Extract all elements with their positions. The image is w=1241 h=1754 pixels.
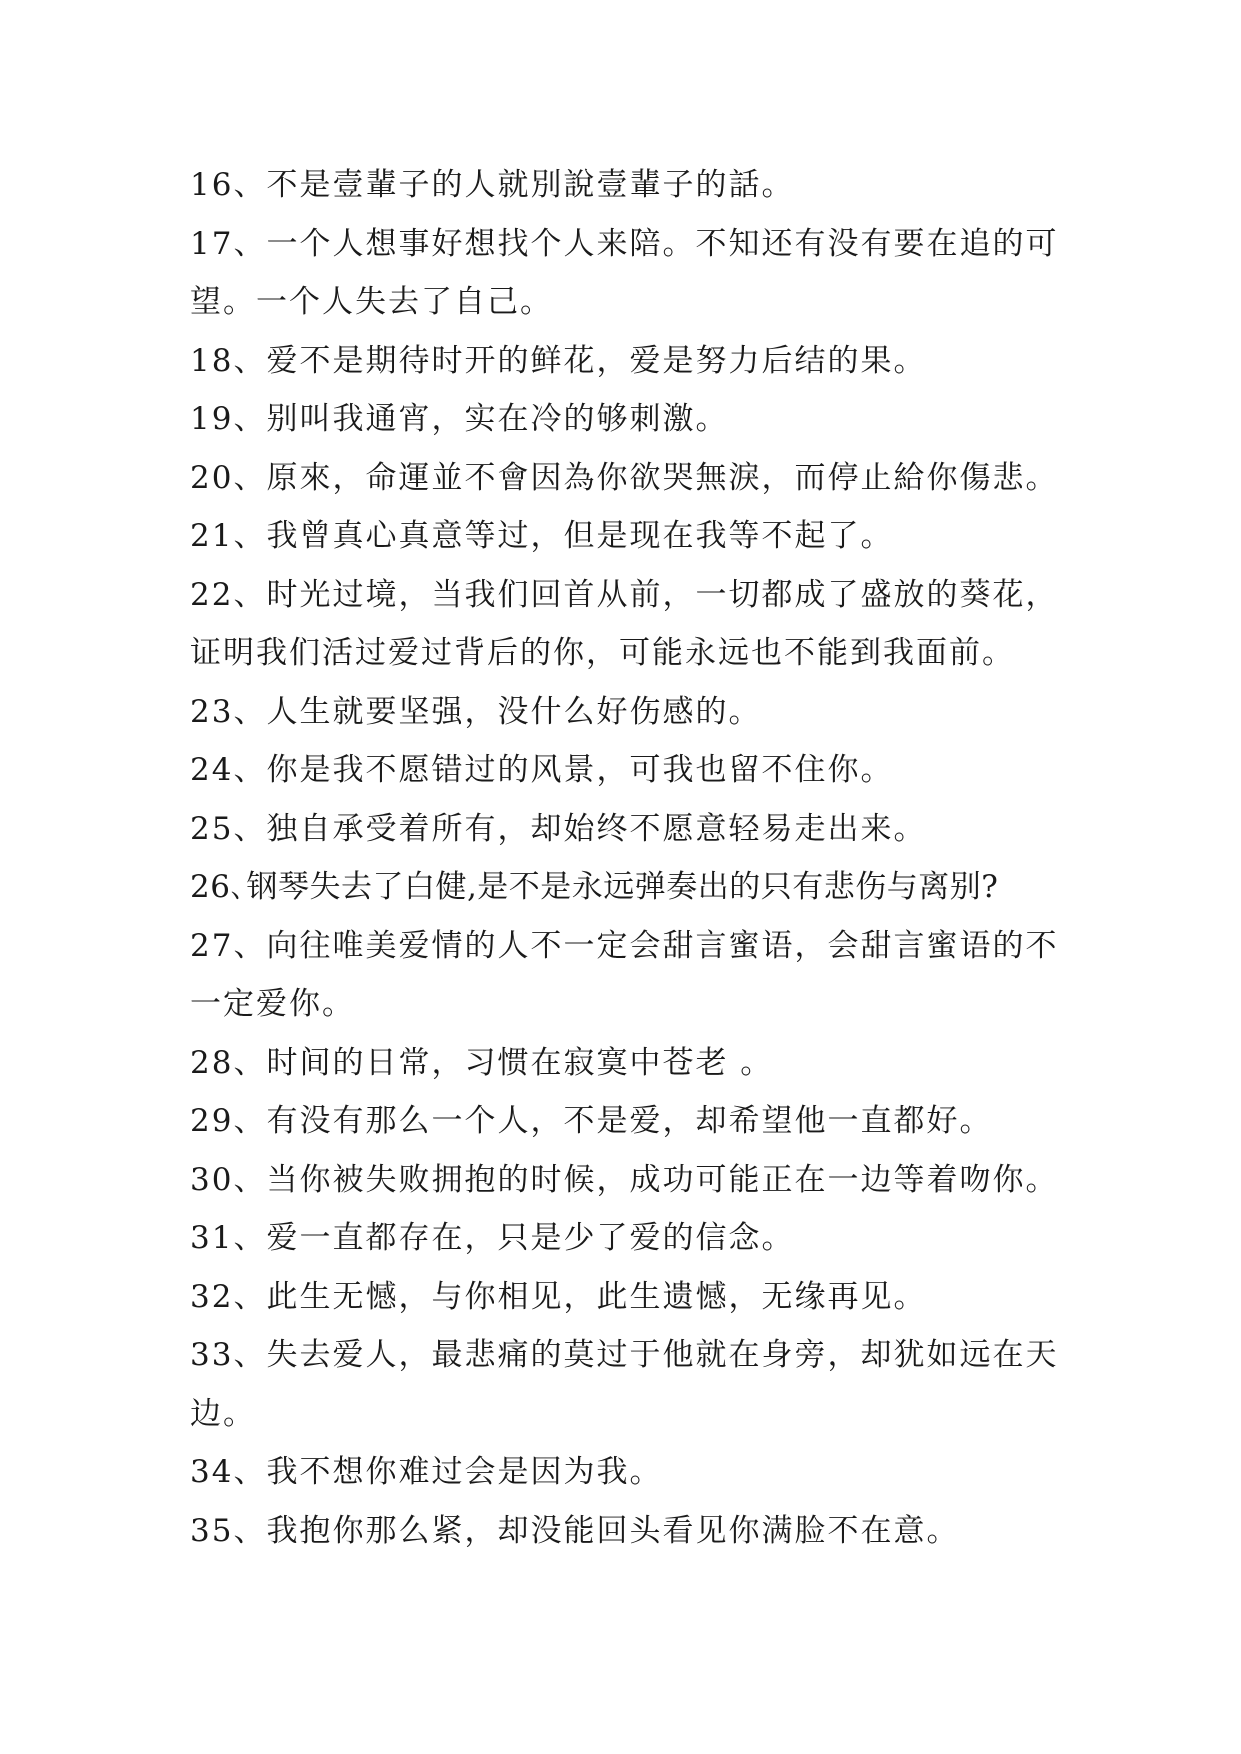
text-line: 29、有没有那么一个人，不是爱，却希望他一直都好。 [190,1103,993,1139]
text-line: 25、独自承受着所有，却始终不愿意轻易走出来。 [190,810,927,847]
text-line: 一定爱你。 [190,986,355,1022]
text-line: 22、时光过境，当我们回首从前，一切都成了盛放的葵花， [190,576,1059,613]
text-line: 证明我们活过爱过背后的你，可能永远也不能到我面前。 [190,635,1015,671]
text-line: 23、人生就要坚强，没什么好伤感的。 [190,693,762,730]
text-line: 18、爱不是期待时开的鲜花，爱是努力后结的果。 [190,342,927,379]
text-line: 26､钢琴失去了白健,是不是永远弹奏出的只有悲伤与离别? [190,869,999,905]
text-line: 21、我曾真心真意等过，但是现在我等不起了。 [190,518,894,554]
text-line: 30、当你被失败拥抱的时候，成功可能正在一边等着吻你。 [190,1161,1059,1198]
text-line: 边。 [190,1395,256,1432]
document-body [190,156,1090,1560]
text-line: 20、原來，命運並不會因為你欲哭無淚，而停止給你傷悲。 [190,459,1059,496]
text-line: 32、此生无憾，与你相见，此生遗憾，无缘再见。 [190,1278,927,1315]
text-line: 17、一个人想事好想找个人来陪。不知还有没有要在追的可 [190,225,1059,262]
text-line: 31、爱一直都存在，只是少了爱的信念。 [190,1220,795,1256]
text-line: 28、时间的日常，习惯在寂寞中苍老 。 [190,1044,774,1081]
text-line: 27、向往唯美爱情的人不一定会甜言蜜语，会甜言蜜语的不 [190,927,1059,964]
text-line: 34、我不想你难过会是因为我。 [190,1454,663,1490]
text-line: 33、失去爱人，最悲痛的莫过于他就在身旁，却犹如远在天 [190,1337,1059,1373]
text-line: 望。一个人失去了自己。 [190,284,553,320]
text-line: 16、不是壹輩子的人就別說壹輩子的話。 [190,167,795,203]
text-line: 35、我抱你那么紧，却没能回头看见你满脸不在意。 [190,1512,960,1549]
text-line: 19、别叫我通宵，实在冷的够刺激。 [190,401,729,437]
text-line: 24、你是我不愿错过的风景，可我也留不住你。 [190,752,894,788]
